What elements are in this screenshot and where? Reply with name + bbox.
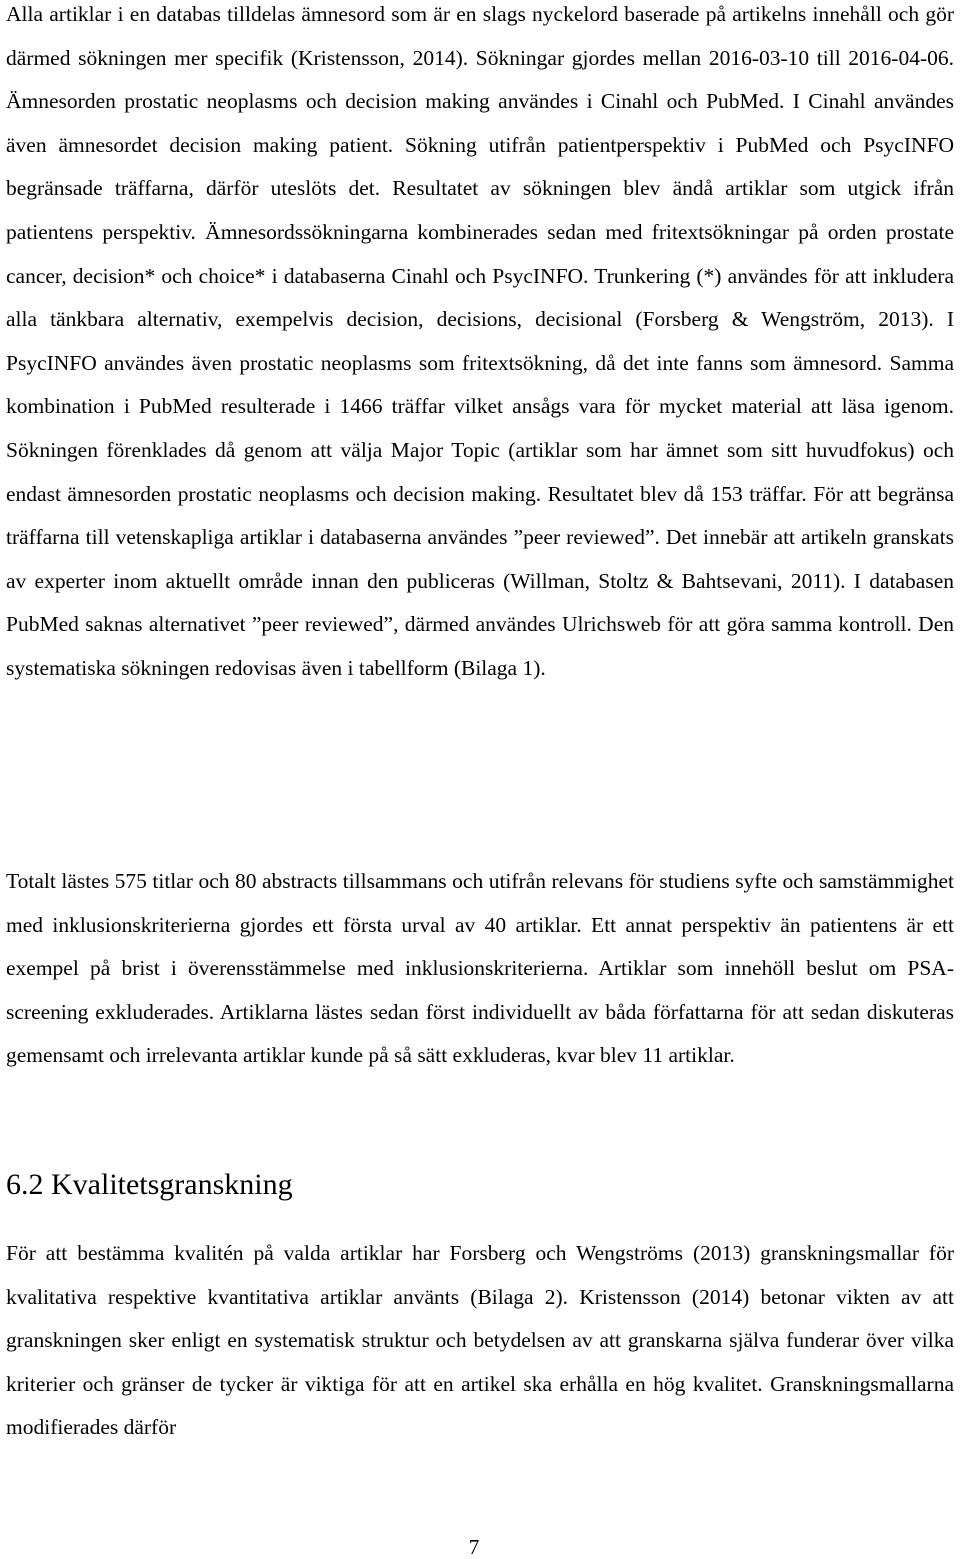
page-number: 7 xyxy=(468,1535,480,1559)
paragraph-selection: Totalt lästes 575 titlar och 80 abstracts tillsammans och utifrån relevans för studiens syfte och samstämmighet med inklusionskriterierna gjordes ett första urval av 40 artiklar. Ett annat perspektiv än patientens är ett exempel på brist i överensstämmelse med inklusionskriterierna. Artiklar som innehöll beslut om PSA-screening exkluderades. Artiklarna lästes sedan först individuellt av båda författarna för att sedan diskuteras gemensamt och irrelevanta artiklar kunde på så sätt exkluderas, kvar blev 11 artiklar. xyxy=(6,869,954,1068)
paragraph-search-method: Alla artiklar i en databas tilldelas ämnesord som är en slags nyckelord baserade på artikelns innehåll och gör därmed sökningen mer specifik (Kristensson, 2014). Sökningar gjordes mellan 2016-03-10 till 2016-04-06. Ämnesorden prostatic neoplasms och decision making användes i Cinahl och PubMed. I Cinahl användes även ämnesordet decision making patient. Sökning utifrån patientperspektiv i PubMed och PsycINFO begränsade träffarna, därför uteslöts det. Resultatet av sökningen blev ändå artiklar som utgick ifrån patientens perspektiv. Ämnesordssökningarna kombinerades sedan med fritextsökningar på orden prostate cancer, decision* och choice* i databaserna Cinahl och PsycINFO. Trunkering (*) användes för att inkludera alla tänkbara alternativ, exempelvis decision, decisions, decisional (Forsberg & Wengström, 2013). I PsycINFO användes även prostatic neoplasms som fritextsökning, då det inte fanns som ämnesord. Samma kombination i PubMed resulterade i 1466 träffar vilket ansågs vara för mycket material att läsa igenom. Sökningen förenklades då genom att välja Major Topic (artiklar som har ämnet som sitt huvudfokus) och endast ämnesorden prostatic neoplasms och decision making. Resultatet blev då 153 träffar. För att begränsa träffarna till vetenskapliga artiklar i databaserna användes ”peer reviewed”. Det innebär att artikeln granskats av experter inom aktuellt område innan den publiceras (Willman, Stoltz & Bahtsevani, 2011). I databasen PubMed saknas alternativet ”peer reviewed”, därmed användes Ulrichsweb för att göra samma kontroll. Den systematiska sökningen redovisas även i tabellform (Bilaga 1). xyxy=(6,2,954,680)
section-heading: 6.2 Kvalitetsgranskning xyxy=(6,1168,293,1201)
paragraph-quality-review: För att bestämma kvalitén på valda artiklar har Forsberg och Wengströms (2013) granskningsmallar för kvalitativa respektive kvantitativa artiklar använts (Bilaga 2). Kristensson (2014) betonar vikten av att granskningen sker enligt en systematisk struktur och betydelsen av att granskarna själva funderar över vilka kriterier och gränser de tycker är viktiga för att en artikel ska erhålla en hög kvalitet. Granskningsmallarna modifierades därför xyxy=(6,1241,954,1440)
